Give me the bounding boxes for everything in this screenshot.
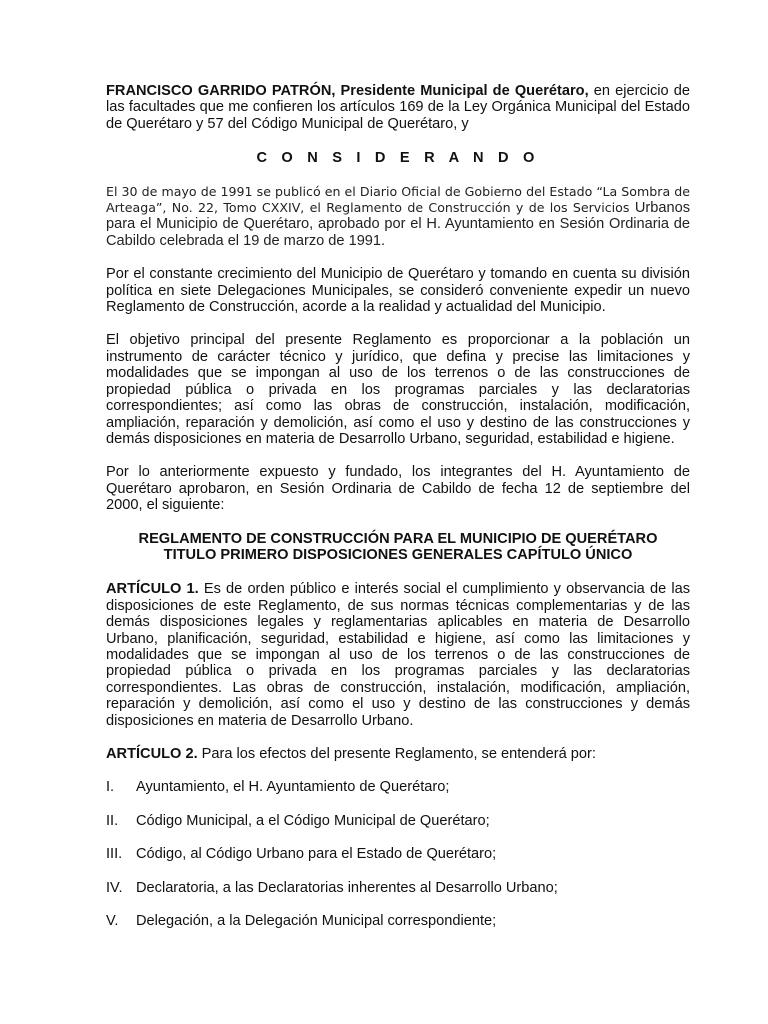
definicion-number: V.	[106, 913, 119, 930]
articulo-2-label: ARTÍCULO 2.	[106, 746, 198, 762]
reglamento-title-line-2: TITULO PRIMERO DISPOSICIONES GENERALES CAPÍTULO ÚNICO	[163, 546, 633, 563]
reglamento-title-line-1: REGLAMENTO DE CONSTRUCCIÓN PARA EL MUNICIPIO DE QUERÉTARO	[138, 530, 658, 547]
definicion-number: IV.	[106, 879, 123, 896]
reglamento-title	[106, 531, 690, 564]
definicion-item	[106, 913, 690, 929]
articulo-1-text: Es de orden público e interés social el cumplimiento y observancia de las disposiciones de este Reglamento, de sus normas técnicas complementarias y de las demás disposiciones legales y reglamentarias aplicables en materia de Desarrollo Urbano, planificación, seguridad, estabilidad e higiene, así como las limitaciones y modalidades que se impongan al uso de los terrenos o de las construcciones de propiedad pública o privada en los programas parciales y las declaratorias correspondientes. Las obras de construcción, instalación, modificación, ampliación, reparación y demolición, así como el uso y destino de las construcciones y demás disposiciones en materia de Desarrollo Urbano.	[106, 581, 690, 729]
intro-name: FRANCISCO GARRIDO PATRÓN, Presidente Municipal de Querétaro,	[106, 83, 589, 99]
definicion-text: Declaratoria, a las Declaratorias inherentes al Desarrollo Urbano;	[136, 879, 558, 896]
definicion-item	[106, 779, 690, 795]
p1-part-a: El 30 de mayo de 1991 se publicó en el Diario Oficial de Gobierno del Estado “La Sombra de Arteaga”, No. 22, Tomo CXXIV, el Reglamento de Construcción y de los Servicios	[106, 183, 690, 216]
definicion-number: II.	[106, 812, 119, 829]
definicion-item	[106, 880, 690, 896]
articulo-2	[106, 746, 690, 762]
definicion-number: III.	[106, 846, 123, 863]
considerando-paragraph-2: Por el constante crecimiento del Municipio de Querétaro y tomando en cuenta su división política en siete Delegaciones Municipales, se consideró conveniente expedir un nuevo Reglamento de Construcción, acorde a la realidad y actualidad del Municipio.	[106, 266, 690, 316]
document-body	[106, 83, 690, 946]
articulo-1-label: ARTÍCULO 1.	[106, 581, 199, 598]
articulo-1	[106, 581, 690, 729]
considerando-heading: C O N S I D E R A N D O	[256, 150, 540, 167]
definicion-item	[106, 813, 690, 829]
definicion-number: I.	[106, 779, 115, 796]
intro-paragraph	[106, 83, 690, 132]
definiciones-list	[106, 779, 690, 929]
definicion-text: Código, al Código Urbano para el Estado de Querétaro;	[136, 846, 497, 863]
articulo-2-text: Para los efectos del presente Reglamento, se entenderá por:	[197, 746, 596, 762]
definicion-item	[106, 846, 690, 862]
definicion-text: Código Municipal, a el Código Municipal de Querétaro;	[136, 812, 490, 829]
considerando-paragraph-4: Por lo anteriormente expuesto y fundado, los integrantes del H. Ayuntamiento de Querétaro aprobaron, en Sesión Ordinaria de Cabildo de fecha 12 de septiembre del 2000, el siguiente:	[106, 464, 690, 514]
definicion-text: Ayuntamiento, el H. Ayuntamiento de Querétaro;	[136, 779, 450, 796]
intro-text: en ejercicio de las facultades que me confieren los artículos 169 de la Ley Orgánica Municipal del Estado de Querétaro y 57 del Código Municipal de Querétaro, y	[106, 83, 690, 132]
considerando-paragraph-3: El objetivo principal del presente Reglamento es proporcionar a la población un instrumento de carácter técnico y jurídico, que defina y precise las limitaciones y modalidades que se impongan al uso de los terrenos o de las construcciones de propiedad pública o privada en los programas parciales y las declaratorias correspondientes; así como las obras de construcción, instalación, modificación, ampliación, reparación y demolición, así como el uso y destino de las construcciones y demás disposiciones en materia de Desarrollo Urbano, seguridad, estabilidad e higiene.	[106, 332, 690, 447]
definicion-text: Delegación, a la Delegación Municipal correspondiente;	[136, 913, 497, 930]
p1-part-b: Urbanos para el Municipio de Querétaro, aprobado por el H. Ayuntamiento en Sesión Ordinaria de Cabildo celebrada el 19 de marzo de 1991.	[106, 200, 690, 249]
considerando-paragraph-1	[106, 184, 690, 250]
